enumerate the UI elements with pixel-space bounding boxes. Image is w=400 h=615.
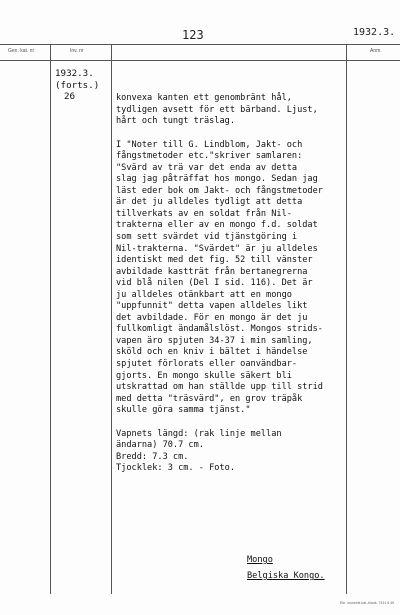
text-line: ändarna) 70.7 cm. [116, 440, 204, 451]
column-header-gen-kat: Gen. kat. nr [8, 48, 35, 54]
paragraph-3 [116, 429, 346, 475]
text-line: hårt och tungt träslag. [116, 116, 235, 127]
form-footer-code: Etn. museets kat.-blank. 7431 6 49 [340, 601, 395, 605]
text-line: "uppfunnit" detta vapen alldeles likt [116, 301, 308, 312]
text-line: det avbildade. För en mongo är det ju [116, 312, 308, 323]
year-header: 1932.3. [353, 27, 396, 38]
column-header-row [0, 44, 400, 61]
text-line: Tjocklek: 3 cm. - Foto. [116, 463, 235, 474]
description-text [116, 93, 346, 475]
text-line: Bredd: 7.3 cm. [116, 451, 189, 462]
text-line: Vapnets längd: (rak linje mellan [116, 428, 282, 439]
inventory-number-column [55, 68, 111, 103]
text-line: sköld och en kniv i bältet i händelse [116, 347, 308, 358]
inventory-number: 26 [64, 91, 76, 102]
column-divider-2 [111, 44, 112, 594]
page-number: 123 [182, 28, 204, 42]
inventory-continued: (forts.) [55, 79, 100, 91]
signature-tribe: Mongo [247, 555, 273, 565]
text-line: gjorts. En mongo skulle säkert bli [116, 370, 292, 381]
text-line: vapen äro spjuten 34-37 i min samling, [116, 335, 313, 346]
text-line: skulle göra samma tjänst." [116, 405, 251, 416]
text-line: som sett svärdet vid tjänstgöring i [116, 232, 298, 243]
text-line: är det ju alldeles tydligt att detta [116, 197, 303, 208]
signature-region: Belgiska Kongo. [247, 571, 325, 581]
text-line: ju alldeles otänkbart att en mongo [116, 289, 292, 300]
text-line: med detta "träsvärd", en grov träpåk [116, 393, 303, 404]
text-line: I "Noter till G. Lindblom, Jakt- och [116, 139, 303, 150]
text-line: "Svärd av trä var det enda av detta [116, 162, 298, 173]
text-line: konvexa kanten ett genombränt hål, [116, 93, 292, 103]
text-line: avbildade kastträt från bertanegrerna [116, 266, 308, 277]
text-line: läst eder bok om Jakt- och fångstmetoder [116, 185, 323, 196]
text-line: tillverkats av en soldat från Nil- [116, 208, 292, 219]
column-divider-1 [50, 44, 51, 594]
text-line: spjutet förlorats eller oanvändbar- [116, 359, 298, 370]
text-line: trakterna eller av en mongo f.d. soldat [116, 220, 318, 231]
text-line: slag jag påträffat hos mongo. Sedan jag [116, 174, 318, 185]
text-line: tydligen avsett för ett bärband. Ljust, [116, 104, 318, 115]
column-header-inv: Inv. nr [70, 48, 84, 54]
inventory-year: 1932.3. [55, 68, 94, 79]
column-divider-3 [346, 44, 347, 594]
text-line: fullkomligt ändamålslöst. Mongos strids- [116, 324, 323, 335]
text-line: Nil-trakterna. "Svärdet" är ju alldeles [116, 243, 318, 254]
text-line: utskrattad om han ställde upp till strid [116, 382, 323, 393]
paragraph-1 [116, 93, 346, 128]
column-header-anm: Anm. [370, 48, 382, 54]
text-line: vid blå nilen (Del I sid. 116). Det är [116, 278, 313, 289]
text-line: fångstmetoder etc."skriver samlaren: [116, 151, 303, 162]
paragraph-2 [116, 140, 346, 417]
text-line: identiskt med det fig. 52 till vänster [116, 255, 313, 266]
